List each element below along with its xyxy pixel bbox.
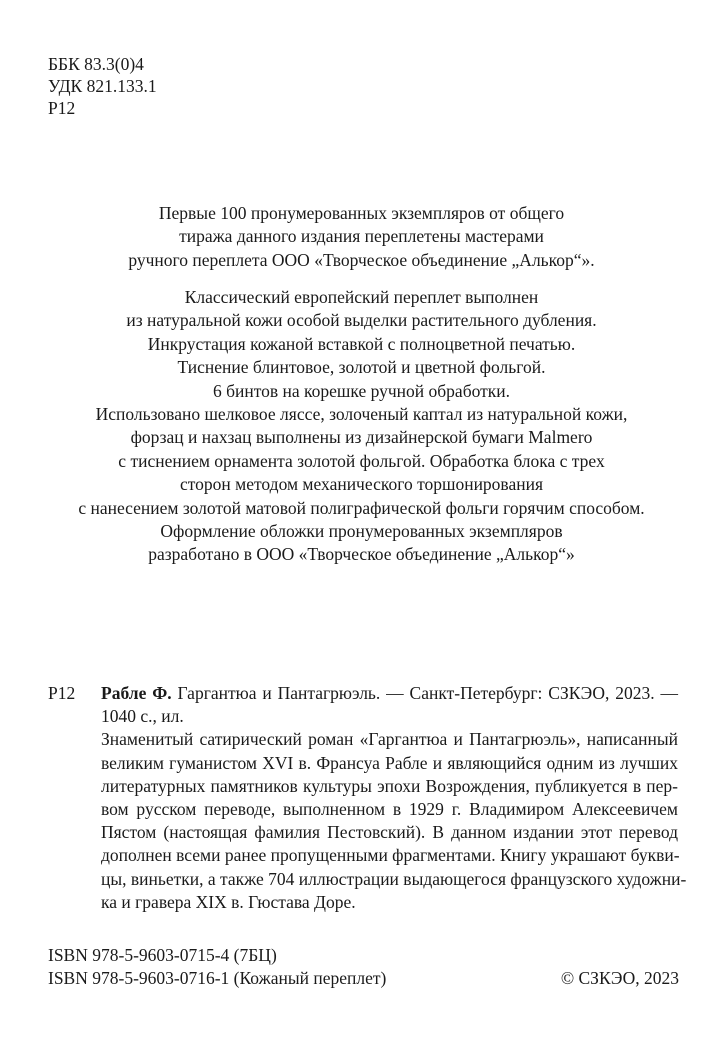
book-title-imprint: Гаргантюа и Пантагрюэль. — Санкт-Петербург: СЗКЭО, 2023. — — [177, 683, 679, 703]
annotation-line: литературных памятников культуры эпохи Возрождения, публикуется в пер- — [101, 775, 678, 796]
annotation-line: дополнен всеми ранее пропущенными фрагментами. Книгу украшают букви- — [101, 845, 680, 866]
edition-note-line: тиража данного издания переплетены мастерами — [179, 226, 544, 247]
isbn-line: ISBN 978-5-9603-0715-4 (7БЦ) — [48, 945, 277, 965]
edition-note-paragraph-2 — [40, 286, 683, 567]
edition-note-line: с нанесением золотой матовой полиграфической фольги горячим способом. — [78, 497, 645, 518]
isbn-line: ISBN 978-5-9603-0716-1 (Кожаный переплет) — [48, 968, 387, 988]
annotation-line: цы, виньетки, а также 704 иллюстрации выдающегося французского художни- — [101, 868, 687, 889]
bbk-code: ББК 83.3(0)4 — [48, 54, 144, 74]
annotation-line: Пястом (настоящая фамилия Пестовский). В данном издании этот перевод — [101, 822, 678, 843]
udk-code: УДК 821.133.1 — [48, 76, 157, 96]
bibliographic-title-line — [101, 682, 678, 705]
edition-note-line: Тиснение блинтовое, золотой и цветной фольгой. — [177, 357, 546, 378]
annotation-line: Знаменитый сатирический роман «Гаргантюа и Пантагрюэль», написанный — [101, 729, 678, 750]
annotation-line: вом русском переводе, выполненном в 1929 г. Владимиром Алексеевичем — [101, 799, 678, 820]
book-author: Рабле Ф. — [101, 683, 172, 703]
copyright-notice: © СЗКЭО, 2023 — [560, 968, 679, 988]
bibliographic-pages-line: 1040 с., ил. — [101, 706, 184, 727]
edition-note-line: ручного переплета ООО «Творческое объединение „Алькор“». — [128, 249, 595, 270]
author-mark: Р12 — [48, 98, 76, 118]
classification-codes — [48, 53, 157, 119]
edition-note-line: из натуральной кожи особой выделки растительного дубления. — [126, 310, 597, 331]
edition-note-line: Инкрустация кожаной вставкой с полноцветной печатью. — [147, 333, 576, 354]
isbn-block — [48, 944, 386, 990]
bibliographic-text — [101, 682, 687, 914]
edition-note-line: с тиснением орнамента золотой фольгой. Обработка блока с трех — [118, 450, 605, 471]
bibliographic-index: Р12 — [48, 683, 76, 703]
annotation-line: великим гуманистом XVI в. Франсуа Рабле и являющийся одним из лучших — [101, 752, 678, 773]
edition-note-line: Классический европейский переплет выполнен — [184, 287, 539, 307]
edition-note-line: Оформление обложки пронумерованных экземпляров — [160, 521, 563, 542]
edition-note-line: форзац и нахзац выполнены из дизайнерской бумаги Malmero — [130, 427, 593, 448]
edition-note-line: сторон методом механического торшонирования — [179, 474, 544, 495]
edition-note-line: разработано в ООО «Творческое объединение „Алькор“» — [148, 544, 575, 565]
edition-note-line: Использовано шелковое ляссе, золоченый каптал из натуральной кожи, — [95, 404, 628, 425]
annotation-line: ка и гравера XIX в. Гюстава Доре. — [101, 891, 356, 912]
edition-note-line: Первые 100 пронумерованных экземпляров от общего — [158, 203, 565, 223]
edition-note-line: 6 бинтов на корешке ручной обработки. — [212, 380, 511, 401]
edition-note-paragraph-1 — [40, 202, 683, 272]
